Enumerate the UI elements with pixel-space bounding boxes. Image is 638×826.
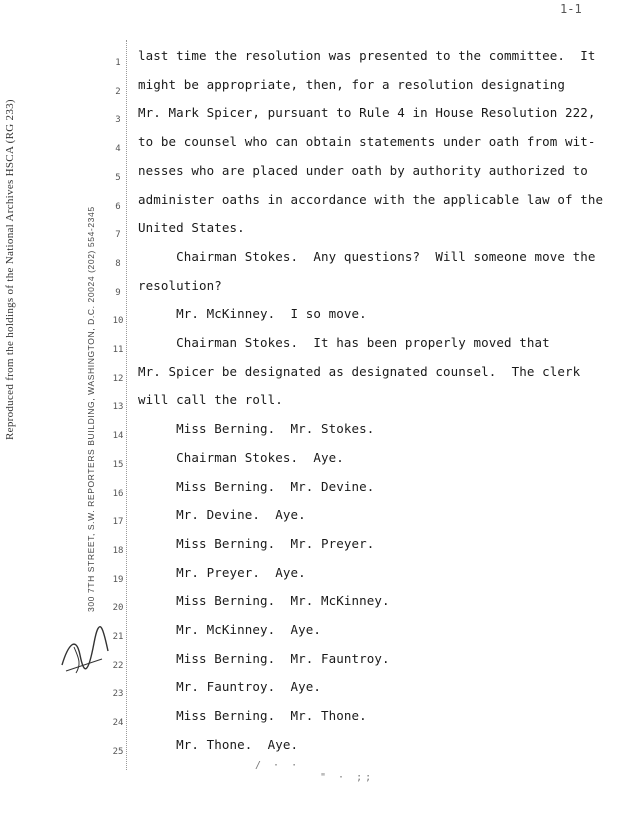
page-number: 1-1 [560,2,582,16]
transcript-line: Chairman Stokes. It has been properly moved that [138,335,550,350]
reporter-address: 300 7TH STREET, S.W. REPORTERS BUILDING, WASHINGTON, D.C. 20024 (202) 554-2345 [86,206,96,612]
line-number: 6 [115,201,121,212]
transcript-line: Chairman Stokes. Aye. [138,449,344,465]
transcript-line: might be appropriate, then, for a resolution designating [138,76,566,92]
archive-note: Reproduced from the holdings of the National Archives HSCA (RG 233) [4,99,16,440]
transcript-line: Mr. Mark Spicer, pursuant to Rule 4 in House Resolution 222, [138,105,596,121]
line-number: 7 [115,230,121,241]
line-number: 2 [115,86,121,97]
line-number: 13 [112,402,124,413]
transcript-line: Chairman Stokes. Any questions? Will someone move the [138,248,596,264]
line-number: 11 [112,345,124,355]
transcript-line: Mr. Fauntroy. Aye. [138,679,322,695]
transcript-line: Miss Berning. Mr. Stokes. [138,421,375,437]
transcript-line: Miss Berning. Mr. Preyer. [138,535,375,551]
transcript-line: Miss Berning. Mr. Thone. [138,708,367,724]
line-number: 8 [115,258,121,269]
transcript-line: United States. [138,220,245,236]
line-number: 14 [112,431,124,442]
line-number: 23 [112,689,124,700]
footer-stamp: " · ;; [320,772,375,783]
line-number: 22 [112,660,124,671]
transcript-line: Miss Berning. Mr. Devine. [138,478,375,494]
line-number: 15 [112,459,124,470]
line-number: 1 [115,58,121,68]
line-number: 25 [112,746,124,757]
transcript-line: Miss Berning. Mr. McKinney. [138,593,390,609]
transcript-line: Mr. Preyer. Aye. [138,564,306,580]
line-number: 9 [115,287,121,298]
line-number: 3 [115,115,121,126]
line-number: 20 [112,603,124,614]
footer-mark: / · · [255,760,301,771]
transcript-line: last time the resolution was presented to the committee. It [138,48,596,63]
transcript-line: administer oaths in accordance with the applicable law of the [138,191,604,207]
line-number: 4 [115,144,121,155]
transcript-line: resolution? [138,277,222,293]
line-number: 21 [112,632,124,642]
transcript-line: nesses who are placed under oath by authority authorized to [138,162,588,178]
transcript-line: Mr. Spicer be designated as designated counsel. The clerk [138,363,581,379]
transcript-line: Mr. McKinney. I so move. [138,306,367,322]
line-number: 18 [112,545,124,556]
line-number: 5 [115,172,121,183]
transcript-line: will call the roll. [138,392,283,408]
transcript-line: to be counsel who can obtain statements under oath from wit- [138,134,596,150]
line-number: 12 [112,373,124,384]
line-number: 19 [112,574,124,585]
signature-mark [54,625,114,685]
transcript-line: Mr. Thone. Aye. [138,736,299,752]
transcript-line: Mr. McKinney. Aye. [138,622,322,637]
transcript-line: Mr. Devine. Aye. [138,507,306,523]
line-number: 24 [112,718,124,729]
line-number: 17 [112,517,124,528]
transcript-line: Miss Berning. Mr. Fauntroy. [138,650,390,666]
line-number: 10 [112,316,124,327]
line-number: 16 [112,488,124,499]
